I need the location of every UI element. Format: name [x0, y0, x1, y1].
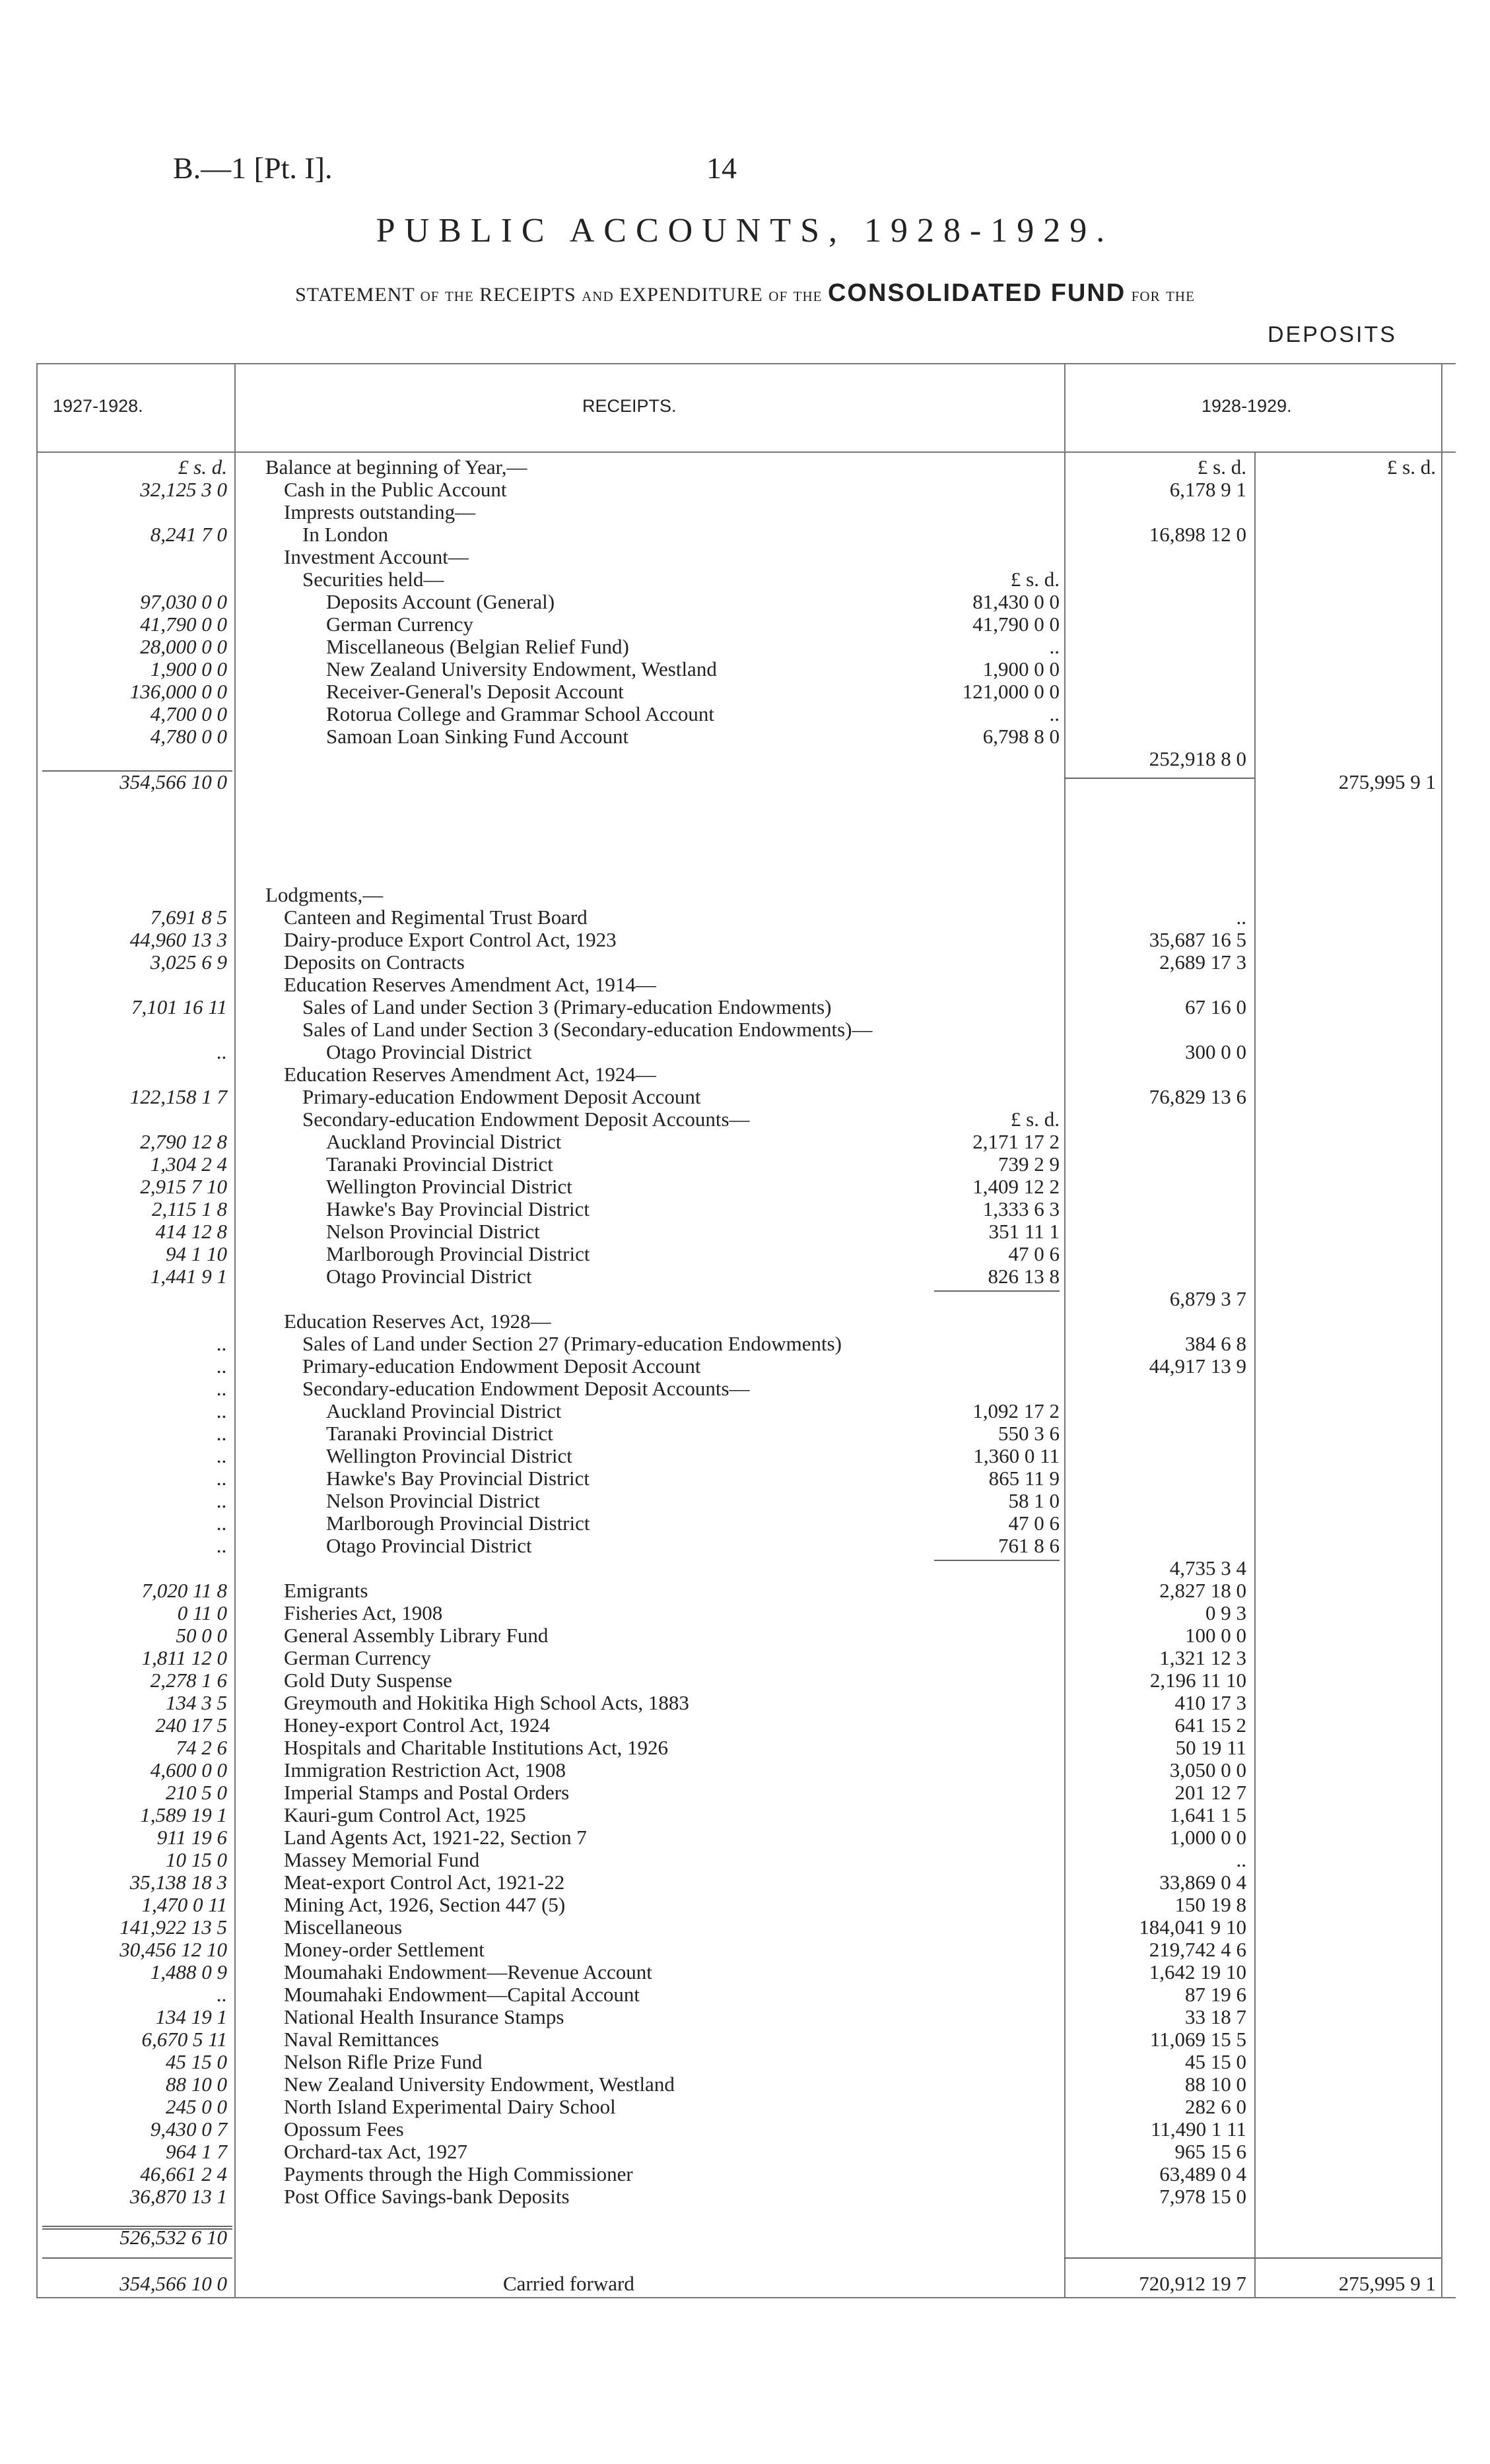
prev-year-amount: 7,691 8 5: [150, 906, 227, 929]
table-row: [0, 771, 1490, 793]
prev-year-amount: 354,566 10 0: [119, 770, 227, 793]
prev-year-amount: ..: [217, 1489, 227, 1512]
current-year-amount: 1,321 12 3: [1159, 1646, 1246, 1669]
total-amount: £ s. d.: [1386, 455, 1436, 479]
total-amount: 275,995 9 1: [1338, 770, 1436, 793]
table-row: [0, 2028, 1490, 2051]
receipt-label: Lodgments,—: [265, 883, 384, 906]
table-row: [0, 1063, 1490, 1086]
receipt-label: Dairy-produce Export Control Act, 1923: [284, 928, 617, 951]
prev-year-amount: 964 1 7: [166, 2140, 227, 2163]
prev-year-amount: 354,566 10 0: [119, 2272, 227, 2295]
table-row: [0, 681, 1490, 703]
prev-year-amount: ..: [217, 1377, 227, 1400]
current-year-amount: 252,918 8 0: [1149, 747, 1246, 770]
receipt-label: German Currency: [326, 613, 473, 636]
prev-year-amount: 4,700 0 0: [150, 702, 227, 725]
receipt-label: Taranaki Provincial District: [326, 1422, 553, 1445]
table-row: [0, 501, 1490, 523]
current-year-amount: 11,490 1 11: [1151, 2117, 1246, 2141]
table-row: [0, 1198, 1490, 1220]
receipt-label: Primary-education Endowment Deposit Account: [302, 1085, 701, 1108]
prev-year-amount: 2,790 12 8: [140, 1130, 227, 1153]
prev-year-amount: 41,790 0 0: [140, 613, 227, 636]
current-year-amount: 184,041 9 10: [1139, 1915, 1246, 1939]
detail-amount: 865 11 9: [988, 1467, 1060, 1490]
receipt-label: Miscellaneous: [284, 1915, 403, 1939]
prev-year-amount: 134 19 1: [155, 2005, 227, 2028]
table-row: [0, 2006, 1490, 2028]
table-row: [0, 636, 1490, 658]
receipt-label: Education Reserves Act, 1928—: [284, 1310, 551, 1333]
detail-amount: ..: [1049, 702, 1060, 725]
current-year-amount: 2,827 18 0: [1159, 1579, 1246, 1602]
table-row: [0, 951, 1490, 974]
table-row: [0, 1759, 1490, 1781]
prev-year-amount: 6,670 5 11: [141, 2028, 227, 2051]
receipt-label: Land Agents Act, 1921-22, Section 7: [284, 1826, 587, 1849]
detail-amount: 58 1 0: [1008, 1489, 1060, 1512]
receipt-label: Fisheries Act, 1908: [284, 1601, 443, 1624]
table-row: [0, 591, 1490, 613]
detail-amount: ..: [1049, 635, 1060, 658]
current-year-amount: 100 0 0: [1185, 1624, 1246, 1647]
table-row: [0, 1333, 1490, 1355]
current-year-amount: 150 19 8: [1174, 1893, 1246, 1916]
receipt-label: Money-order Settlement: [284, 1938, 485, 1961]
receipt-label: Sales of Land under Section 3 (Secondary-education Endowments)—: [302, 1018, 873, 1041]
table-row: [0, 1916, 1490, 1939]
receipt-label: Nelson Provincial District: [326, 1489, 540, 1512]
current-year-amount: 6,879 3 7: [1169, 1287, 1246, 1310]
prev-year-amount: 44,960 13 3: [129, 928, 227, 951]
prev-year-amount: 240 17 5: [155, 1714, 227, 1737]
table-row: [0, 1535, 1490, 1557]
total-rule: [42, 2257, 232, 2259]
current-year-amount: 1,641 1 5: [1169, 1803, 1246, 1826]
table-row: [0, 929, 1490, 951]
receipt-label: Samoan Loan Sinking Fund Account: [326, 725, 629, 748]
detail-amount: 6,798 8 0: [982, 725, 1060, 748]
receipt-label: Carried forward: [503, 2272, 634, 2295]
prev-year-amount: 136,000 0 0: [129, 680, 227, 703]
receipt-label: Kauri-gum Control Act, 1925: [284, 1803, 526, 1826]
table-row: [0, 2051, 1490, 2073]
receipt-label: Miscellaneous (Belgian Relief Fund): [326, 635, 629, 658]
table-row: [0, 1108, 1490, 1131]
prev-year-amount: 1,441 9 1: [150, 1265, 227, 1288]
receipt-label: In London: [302, 523, 389, 546]
receipt-label: Education Reserves Amendment Act, 1914—: [284, 973, 656, 996]
table-row: [0, 1220, 1490, 1243]
detail-amount: 351 11 1: [988, 1220, 1060, 1243]
table-row: [0, 2273, 1490, 2295]
receipt-label: German Currency: [284, 1646, 431, 1669]
receipt-label: Hospitals and Charitable Institutions Act, 1926: [284, 1736, 669, 1759]
detail-amount: 47 0 6: [1008, 1242, 1060, 1265]
prev-year-amount: 1,470 0 11: [141, 1893, 227, 1916]
current-year-amount: 7,978 15 0: [1159, 2185, 1246, 2208]
table-row: [0, 2163, 1490, 2185]
current-year-amount: 88 10 0: [1185, 2073, 1246, 2096]
prev-year-amount: 97,030 0 0: [140, 590, 227, 613]
detail-amount: 739 2 9: [998, 1152, 1060, 1176]
receipt-label: Rotorua College and Grammar School Account: [326, 702, 715, 725]
table-row: [0, 1624, 1490, 1647]
receipt-label: Meat-export Control Act, 1921-22: [284, 1871, 565, 1894]
prev-year-amount: 10 15 0: [166, 1848, 227, 1871]
current-year-amount: 33,869 0 4: [1159, 1871, 1246, 1894]
prev-year-amount: 2,115 1 8: [152, 1197, 227, 1220]
receipt-label: National Health Insurance Stamps: [284, 2005, 564, 2028]
current-year-amount: 35,687 16 5: [1149, 928, 1246, 951]
table-row: [0, 1714, 1490, 1737]
current-year-amount: 282 6 0: [1185, 2095, 1246, 2118]
current-year-amount: ..: [1236, 906, 1246, 929]
receipt-label: Post Office Savings-bank Deposits: [284, 2185, 570, 2208]
current-year-amount: 11,069 15 5: [1149, 2028, 1246, 2051]
receipt-label: Otago Provincial District: [326, 1040, 532, 1063]
prev-year-amount: 2,915 7 10: [140, 1175, 227, 1198]
receipt-label: Wellington Provincial District: [326, 1175, 572, 1198]
prev-year-amount: 28,000 0 0: [140, 635, 227, 658]
prev-year-amount: 94 1 10: [166, 1242, 227, 1265]
table-row: [0, 2226, 1490, 2249]
receipt-label: Immigration Restriction Act, 1908: [284, 1758, 566, 1781]
table-row: [0, 1804, 1490, 1826]
table-row: [0, 1512, 1490, 1535]
prev-year-amount: 245 0 0: [166, 2095, 227, 2118]
prev-year-amount: 74 2 6: [176, 1736, 227, 1759]
table-row: [0, 1894, 1490, 1916]
prev-year-amount: 46,661 2 4: [140, 2162, 227, 2185]
table-row: [0, 456, 1490, 479]
table-row: [0, 1737, 1490, 1759]
receipt-label: Wellington Provincial District: [326, 1444, 572, 1467]
receipt-label: Taranaki Provincial District: [326, 1152, 553, 1176]
receipt-label: Investment Account—: [284, 545, 469, 568]
receipt-label: Marlborough Provincial District: [326, 1242, 590, 1265]
receipt-label: Moumahaki Endowment—Capital Account: [284, 1983, 640, 2006]
prev-year-amount: 88 10 0: [166, 2073, 227, 2096]
receipt-label: Nelson Rifle Prize Fund: [284, 2050, 483, 2073]
prev-year-amount: 1,900 0 0: [150, 657, 227, 681]
prev-year-amount: 4,780 0 0: [150, 725, 227, 748]
receipt-label: Hawke's Bay Provincial District: [326, 1197, 590, 1220]
table-row: [0, 1131, 1490, 1153]
table-row: [0, 1355, 1490, 1378]
detail-amount: 1,333 6 3: [982, 1197, 1060, 1220]
current-year-amount: 3,050 0 0: [1169, 1758, 1246, 1781]
table-row: [0, 1871, 1490, 1894]
table-top-rule: [36, 363, 1456, 364]
table-row: [0, 1378, 1490, 1400]
receipt-label: Nelson Provincial District: [326, 1220, 540, 1243]
table-row: [0, 1826, 1490, 1849]
total-rule: [1064, 2257, 1441, 2259]
current-year-amount: 0 9 3: [1205, 1601, 1246, 1624]
prev-year-amount: 30,456 12 10: [119, 1938, 227, 1961]
table-row: [0, 1580, 1490, 1602]
table-row: [0, 658, 1490, 681]
receipt-label: Massey Memorial Fund: [284, 1848, 480, 1871]
current-year-amount: 2,689 17 3: [1159, 950, 1246, 974]
current-year-amount: 76,829 13 6: [1149, 1085, 1246, 1108]
table-bottom-rule: [36, 2297, 1456, 2298]
receipt-label: Greymouth and Hokitika High School Acts, 1883: [284, 1691, 689, 1714]
current-year-amount: 4,735 3 4: [1169, 1556, 1246, 1580]
table-row: [0, 2185, 1490, 2208]
receipt-label: Canteen and Regimental Trust Board: [284, 906, 588, 929]
current-year-amount: ..: [1236, 1848, 1246, 1871]
receipt-label: North Island Experimental Dairy School: [284, 2095, 616, 2118]
receipt-label: General Assembly Library Fund: [284, 1624, 549, 1647]
current-year-amount: 33 18 7: [1185, 2005, 1246, 2028]
table-row: [0, 568, 1490, 591]
receipt-label: Opossum Fees: [284, 2117, 404, 2141]
table-row: [0, 1176, 1490, 1198]
table-row: [0, 1086, 1490, 1108]
prev-year-amount: 911 19 6: [156, 1826, 227, 1849]
table-row: [0, 1669, 1490, 1692]
receipt-label: Gold Duty Suspense: [284, 1669, 452, 1692]
page-number: 14: [706, 151, 737, 185]
prev-year-amount: ..: [217, 1332, 227, 1355]
prev-year-amount: 1,589 19 1: [140, 1803, 227, 1826]
prev-year-amount: 9,430 0 7: [150, 2117, 227, 2141]
current-year-amount: £ s. d.: [1197, 455, 1246, 479]
receipt-label: Deposits Account (General): [326, 590, 555, 613]
current-year-amount: 384 6 8: [1185, 1332, 1246, 1355]
table-row: [0, 1467, 1490, 1490]
table-row: [0, 2118, 1490, 2141]
table-row: [0, 2096, 1490, 2118]
receipt-label: Marlborough Provincial District: [326, 1512, 590, 1535]
current-year-amount: 300 0 0: [1185, 1040, 1246, 1063]
document-reference: B.—1 [Pt. I].: [173, 151, 333, 185]
current-year-amount: 44,917 13 9: [1149, 1354, 1246, 1378]
prev-year-amount: 1,488 0 9: [150, 1960, 227, 1983]
receipt-label: Cash in the Public Account: [284, 478, 507, 501]
receipt-label: Securities held—: [302, 568, 444, 591]
current-year-amount: 965 15 6: [1174, 2140, 1246, 2163]
table-row: [0, 1849, 1490, 1871]
receipt-label: New Zealand University Endowment, Westland: [284, 2073, 675, 2096]
table-row: [0, 2141, 1490, 2163]
prev-year-amount: ..: [217, 1512, 227, 1535]
receipt-label: Education Reserves Amendment Act, 1924—: [284, 1063, 656, 1086]
prev-year-amount: 3,025 6 9: [150, 950, 227, 974]
prev-year-amount: ..: [217, 1983, 227, 2006]
table-row: [0, 1041, 1490, 1063]
prev-year-amount: 35,138 18 3: [129, 1871, 227, 1894]
table-row: [0, 974, 1490, 996]
table-row: [0, 1602, 1490, 1624]
detail-amount: 550 3 6: [998, 1422, 1060, 1445]
current-year-amount: 410 17 3: [1174, 1691, 1246, 1714]
receipt-label: Auckland Provincial District: [326, 1130, 562, 1153]
receipt-label: Otago Provincial District: [326, 1265, 532, 1288]
page-title: PUBLIC ACCOUNTS, 1928-1929.: [376, 212, 1114, 250]
table-row: [0, 1265, 1490, 1288]
receipt-label: Otago Provincial District: [326, 1534, 532, 1557]
current-year-amount: 87 19 6: [1185, 1983, 1246, 2006]
current-year-amount: 6,178 9 1: [1169, 478, 1246, 501]
table-row: [0, 1983, 1490, 2006]
table-row: [0, 1018, 1490, 1041]
current-year-amount: 201 12 7: [1174, 1781, 1246, 1804]
table-row: [0, 996, 1490, 1018]
prev-year-amount: ..: [217, 1444, 227, 1467]
current-year-amount: 16,898 12 0: [1149, 523, 1246, 546]
table-row: [0, 1961, 1490, 1983]
receipt-label: Balance at beginning of Year,—: [265, 455, 527, 479]
column-header-1928: 1928-1929.: [1202, 396, 1292, 416]
detail-amount: 1,409 12 2: [972, 1175, 1060, 1198]
prev-year-amount: 36,870 13 1: [129, 2185, 227, 2208]
total-amount: 275,995 9 1: [1338, 2272, 1436, 2295]
detail-amount: 761 8 6: [998, 1534, 1060, 1557]
prev-year-amount: 8,241 7 0: [150, 523, 227, 546]
receipt-label: Payments through the High Commissioner: [284, 2162, 633, 2185]
table-row: [0, 523, 1490, 546]
receipt-label: Imperial Stamps and Postal Orders: [284, 1781, 570, 1804]
prev-year-amount: 141,922 13 5: [119, 1915, 227, 1939]
detail-amount: 1,092 17 2: [972, 1399, 1060, 1422]
receipt-label: Sales of Land under Section 3 (Primary-education Endowments): [302, 995, 832, 1018]
current-year-amount: 1,000 0 0: [1169, 1826, 1246, 1849]
prev-year-amount: ..: [217, 1399, 227, 1422]
table-row: [0, 1445, 1490, 1467]
detail-amount: 2,171 17 2: [972, 1130, 1060, 1153]
receipt-label: Primary-education Endowment Deposit Account: [302, 1354, 701, 1378]
prev-year-amount: 526,532 6 10: [119, 2226, 227, 2249]
table-row: [0, 1400, 1490, 1422]
prev-year-amount: 7,020 11 8: [141, 1579, 227, 1602]
table-row: [0, 1939, 1490, 1961]
current-year-amount: 1,642 19 10: [1149, 1960, 1246, 1983]
table-row: [0, 479, 1490, 501]
receipt-label: Moumahaki Endowment—Revenue Account: [284, 1960, 652, 1983]
subtitle-suffix: for the: [1131, 284, 1195, 306]
detail-amount: 47 0 6: [1008, 1512, 1060, 1535]
current-year-amount: 219,742 4 6: [1149, 1938, 1246, 1961]
receipt-label: Honey-export Control Act, 1924: [284, 1714, 550, 1737]
receipt-label: Secondary-education Endowment Deposit Accounts—: [302, 1108, 750, 1131]
current-year-amount: 67 16 0: [1185, 995, 1246, 1018]
detail-amount: £ s. d.: [1010, 568, 1060, 591]
detail-amount: 41,790 0 0: [972, 613, 1060, 636]
current-year-amount: 641 15 2: [1174, 1714, 1246, 1737]
prev-year-amount: 4,600 0 0: [150, 1758, 227, 1781]
header-bottom-rule: [36, 451, 1456, 453]
current-year-amount: 63,489 0 4: [1159, 2162, 1246, 2185]
table-row: [0, 748, 1490, 770]
table-row: [0, 1310, 1490, 1333]
receipt-label: Hawke's Bay Provincial District: [326, 1467, 590, 1490]
receipt-label: Naval Remittances: [284, 2028, 439, 2051]
prev-year-amount: 122,158 1 7: [129, 1085, 227, 1108]
table-row: [0, 1243, 1490, 1265]
column-header-1927: 1927-1928.: [53, 396, 143, 416]
receipt-label: Imprests outstanding—: [284, 500, 476, 523]
detail-amount: 1,360 0 11: [973, 1444, 1060, 1467]
prev-year-amount: ..: [217, 1040, 227, 1063]
table-row: [0, 1781, 1490, 1804]
receipt-label: Orchard-tax Act, 1927: [284, 2140, 468, 2163]
receipt-label: Emigrants: [284, 1579, 368, 1602]
prev-year-amount: 0 11 0: [177, 1601, 227, 1624]
table-row: [0, 1692, 1490, 1714]
table-row: [0, 906, 1490, 929]
table-row: [0, 1557, 1490, 1580]
prev-year-amount: 7,101 16 11: [131, 995, 227, 1018]
detail-amount: 1,900 0 0: [982, 657, 1060, 681]
current-year-amount: 50 19 11: [1175, 1736, 1246, 1759]
receipt-label: Auckland Provincial District: [326, 1399, 562, 1422]
detail-amount: 826 13 8: [988, 1265, 1060, 1288]
detail-amount: 81,430 0 0: [972, 590, 1060, 613]
prev-year-amount: 50 0 0: [176, 1624, 227, 1647]
table-row: [0, 725, 1490, 748]
table-row: [0, 1490, 1490, 1512]
table-row: [0, 884, 1490, 906]
prev-year-amount: 2,278 1 6: [150, 1669, 227, 1692]
table-row: [0, 1288, 1490, 1310]
current-year-amount: 720,912 19 7: [1139, 2272, 1246, 2295]
table-row: [0, 2073, 1490, 2096]
prev-year-amount: 414 12 8: [155, 1220, 227, 1243]
receipt-label: New Zealand University Endowment, Westland: [326, 657, 717, 681]
fund-name: CONSOLIDATED FUND: [827, 279, 1126, 307]
detail-amount: 121,000 0 0: [962, 680, 1060, 703]
table-row: [0, 1422, 1490, 1445]
statement-subtitle: [0, 279, 1490, 308]
receipt-label: Receiver-General's Deposit Account: [326, 680, 624, 703]
table-row: [0, 703, 1490, 725]
prev-year-amount: £ s. d.: [178, 455, 227, 479]
receipt-label: Sales of Land under Section 27 (Primary-education Endowments): [302, 1332, 842, 1355]
receipt-label: Mining Act, 1926, Section 447 (5): [284, 1893, 566, 1916]
table-row: [0, 546, 1490, 568]
deposits-heading: DEPOSITS: [1268, 322, 1397, 347]
prev-year-amount: 1,304 2 4: [150, 1152, 227, 1176]
subtitle-text: STATEMENT of the RECEIPTS and EXPENDITURE of the: [295, 284, 823, 306]
prev-year-amount: ..: [217, 1467, 227, 1490]
prev-year-amount: 210 5 0: [166, 1781, 227, 1804]
prev-year-amount: 1,811 12 0: [141, 1646, 227, 1669]
column-header-receipts: RECEIPTS.: [582, 396, 677, 416]
prev-year-amount: ..: [217, 1422, 227, 1445]
table-row: [0, 1153, 1490, 1176]
prev-year-amount: ..: [217, 1354, 227, 1378]
current-year-amount: 2,196 11 10: [1149, 1669, 1246, 1692]
prev-year-amount: 32,125 3 0: [140, 478, 227, 501]
table-row: [0, 613, 1490, 636]
current-year-amount: 45 15 0: [1185, 2050, 1246, 2073]
prev-year-amount: ..: [217, 1534, 227, 1557]
table-row: [0, 1647, 1490, 1669]
detail-amount: £ s. d.: [1010, 1108, 1060, 1131]
receipt-label: Deposits on Contracts: [284, 950, 465, 974]
prev-year-amount: 134 3 5: [166, 1691, 227, 1714]
receipt-label: Secondary-education Endowment Deposit Accounts—: [302, 1377, 750, 1400]
prev-year-amount: 45 15 0: [166, 2050, 227, 2073]
